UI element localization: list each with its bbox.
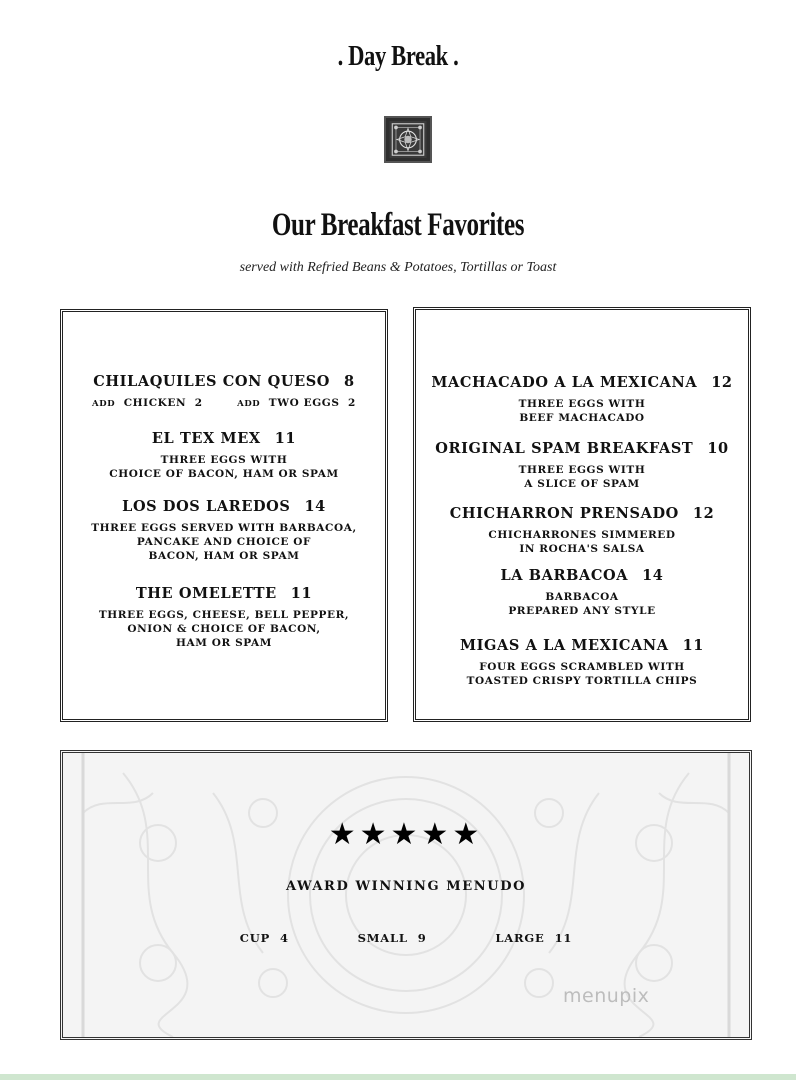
description-line: BACON, HAM OR SPAM: [148, 550, 300, 562]
addon-chicken-price: 2: [194, 397, 203, 409]
addon-add-label: ADD: [92, 399, 116, 409]
right-menu-box: [413, 307, 751, 722]
menu-item-description: [416, 660, 748, 688]
menu-item-description: [416, 463, 748, 491]
menu-item-price: 11: [682, 637, 704, 654]
menu-item-el-tex-mex: [63, 430, 385, 481]
menu-item-price: 8: [344, 373, 355, 390]
section-heading: Our Breakfast Favorites: [271, 207, 525, 243]
menu-item-title: [416, 505, 748, 522]
size-large: [495, 931, 572, 945]
description-line: THREE EGGS WITH: [160, 454, 288, 466]
description-line: THREE EGGS SERVED WITH BARBACOA,: [91, 522, 357, 534]
menu-item-price: 12: [692, 505, 715, 522]
menu-item-description: [416, 590, 748, 618]
menu-item-price: 11: [274, 430, 297, 447]
watermark: menupix: [563, 985, 650, 1007]
menu-item-description: [63, 453, 385, 481]
left-menu-box: [60, 309, 388, 722]
description-line: PANCAKE AND CHOICE OF: [136, 536, 312, 548]
menu-item-name: CHICHARRON PRENSADO: [449, 505, 679, 522]
description-line: PREPARED ANY STYLE: [508, 605, 656, 617]
description-line: TOASTED CRISPY TORTILLA CHIPS: [466, 675, 698, 687]
addon-add-label: ADD: [237, 399, 261, 409]
description-line: THREE EGGS WITH: [518, 464, 646, 476]
menu-item-la-barbacoa: [416, 567, 748, 618]
menu-item-price: 12: [711, 374, 733, 391]
emblem-graphic: [389, 121, 427, 158]
description-line: HAM OR SPAM: [176, 637, 272, 649]
menu-item-title: [416, 637, 748, 654]
description-line: THREE EGGS, CHEESE, BELL PEPPER,: [98, 609, 350, 621]
menu-item-description: [416, 397, 748, 425]
size-price: 4: [280, 931, 289, 945]
menu-item-name: CHILAQUILES CON QUESO: [93, 373, 331, 390]
menu-item-description: [63, 521, 385, 563]
menu-item-name: EL TEX MEX: [151, 430, 261, 447]
size-label: CUP: [239, 931, 271, 945]
menu-item-price: 14: [642, 567, 664, 584]
bottom-divider: [0, 1074, 796, 1080]
menu-item-chicharron-prensado: [416, 505, 748, 556]
addon-two-eggs-price: 2: [348, 397, 356, 409]
menu-item-price: 10: [707, 440, 729, 457]
menudo-sizes: [63, 931, 749, 945]
description-line: BEEF MACHACADO: [519, 412, 645, 424]
size-cup: [240, 931, 289, 945]
menu-item-machacado: [416, 374, 748, 425]
addon-chicken-label: CHICKEN: [123, 397, 187, 409]
page-title: . Day Break .: [337, 40, 459, 72]
menu-item-price: 11: [290, 585, 313, 602]
section-subtitle: served with Refried Beans & Potatoes, Tortillas or Toast: [239, 260, 557, 275]
menu-item-description: [63, 608, 385, 650]
menu-item-original-spam-breakfast: [416, 440, 748, 491]
menu-item-description: [416, 528, 748, 556]
addons-line: [63, 397, 385, 409]
menu-item-title: [63, 373, 385, 390]
menu-item-title: [416, 374, 748, 391]
menudo-title: AWARD WINNING MENUDO: [285, 879, 527, 894]
menu-item-chilaquiles: [63, 373, 385, 409]
menu-item-name: MACHACADO A LA MEXICANA: [431, 374, 698, 391]
menu-item-title: [416, 567, 748, 584]
size-price: 9: [417, 931, 427, 945]
menu-item-title: [63, 498, 385, 515]
size-label: SMALL: [357, 931, 408, 945]
menu-item-los-dos-laredos: [63, 498, 385, 563]
size-label: LARGE: [495, 931, 545, 945]
menu-item-title: [416, 440, 748, 457]
menu-item-migas-a-la-mexicana: [416, 637, 748, 688]
menu-item-title: [63, 430, 385, 447]
description-line: FOUR EGGS SCRAMBLED WITH: [479, 661, 685, 673]
description-line: CHOICE OF BACON, HAM OR SPAM: [109, 468, 339, 480]
menu-item-price: 14: [304, 498, 326, 515]
description-line: A SLICE OF SPAM: [524, 478, 640, 490]
menu-item-title: [63, 585, 385, 602]
menu-item-the-omelette: [63, 585, 385, 650]
menu-item-name: THE OMELETTE: [135, 585, 277, 602]
description-line: ONION & CHOICE OF BACON,: [127, 623, 321, 635]
five-star-rating-icon: ★★★★★: [328, 817, 484, 852]
size-price: 11: [554, 931, 573, 945]
description-line: CHICHARRONES SIMMERED: [488, 529, 676, 541]
addon-two-eggs-label: TWO EGGS: [268, 397, 340, 409]
menu-item-name: MIGAS A LA MEXICANA: [460, 637, 669, 654]
description-line: IN ROCHA'S SALSA: [519, 543, 645, 555]
menu-item-name: LOS DOS LAREDOS: [122, 498, 291, 515]
ornamental-tile-icon: [384, 116, 432, 163]
menudo-panel: [60, 750, 752, 1040]
description-line: BARBACOA: [545, 591, 619, 603]
menu-item-name: LA BARBACOA: [500, 567, 629, 584]
menu-item-name: ORIGINAL SPAM BREAKFAST: [435, 440, 694, 457]
size-small: [358, 931, 427, 945]
description-line: THREE EGGS WITH: [518, 398, 646, 410]
